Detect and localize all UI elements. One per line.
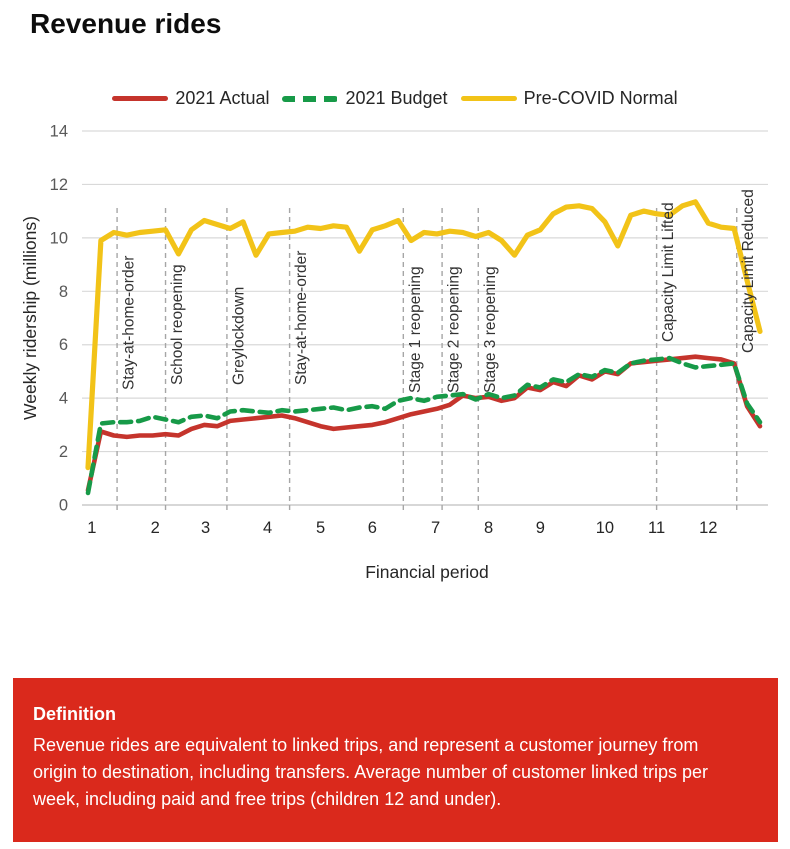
x-axis-tick-label: 2 bbox=[150, 519, 160, 537]
legend-label: Pre-COVID Normal bbox=[523, 88, 678, 108]
annotation-label: Capacity Limit Lifted bbox=[660, 202, 678, 342]
series-line-2021-actual bbox=[88, 357, 760, 491]
x-axis-tick-label: 10 bbox=[595, 519, 615, 537]
x-axis-tick-label: 3 bbox=[201, 519, 211, 537]
y-axis-tick-label: 10 bbox=[49, 229, 68, 248]
annotation-label: Stay-at-home-order bbox=[293, 250, 311, 385]
annotation-label: Stage 3 reopening bbox=[481, 266, 499, 393]
definition-heading: Definition bbox=[33, 704, 116, 724]
annotation-label: School reopening bbox=[169, 264, 187, 385]
definition-body-text: Revenue rides are equivalent to linked trips, and represent a customer journey from origin to destination, including transfers. Average number of customer linked trips per week, including paid and free trips (children 12 and under). bbox=[33, 735, 709, 809]
x-axis-tick-label: 7 bbox=[431, 519, 441, 537]
x-axis-tick-label: 6 bbox=[367, 519, 377, 537]
y-axis-tick-label: 4 bbox=[58, 389, 68, 408]
x-axis-title: Financial period bbox=[365, 562, 489, 582]
annotation-label: Stay-at-home-order bbox=[120, 255, 138, 390]
x-axis-tick-label: 5 bbox=[316, 519, 326, 537]
y-axis-tick-label: 14 bbox=[49, 122, 68, 141]
x-axis-tick-label: 9 bbox=[535, 519, 545, 537]
y-axis-tick-label: 12 bbox=[49, 175, 68, 194]
y-axis-title: Weekly ridership (millions) bbox=[20, 216, 40, 420]
x-axis-tick-label: 4 bbox=[263, 519, 273, 537]
x-axis-tick-label: 8 bbox=[484, 519, 494, 537]
y-axis-tick-label: 2 bbox=[58, 443, 68, 462]
x-axis-tick-label: 11 bbox=[648, 519, 666, 537]
x-axis-tick-label: 12 bbox=[699, 519, 718, 537]
x-axis-tick-label: 1 bbox=[87, 519, 97, 537]
legend-label: 2021 Actual bbox=[175, 88, 270, 108]
annotation-label: Capacity Limit Reduced bbox=[740, 189, 758, 353]
annotation-label: Stage 1 reopening bbox=[406, 266, 424, 393]
y-axis-tick-label: 0 bbox=[58, 496, 68, 515]
y-axis-tick-label: 8 bbox=[58, 282, 68, 301]
legend-label: 2021 Budget bbox=[345, 88, 448, 108]
annotation-label: Greylockdown bbox=[230, 286, 248, 385]
definition-callout-box bbox=[13, 678, 778, 842]
annotation-label: Stage 2 reopening bbox=[445, 266, 463, 393]
y-axis-tick-label: 6 bbox=[58, 336, 68, 355]
series-line-2021-budget bbox=[88, 358, 760, 493]
page-title: Revenue rides bbox=[30, 8, 222, 39]
